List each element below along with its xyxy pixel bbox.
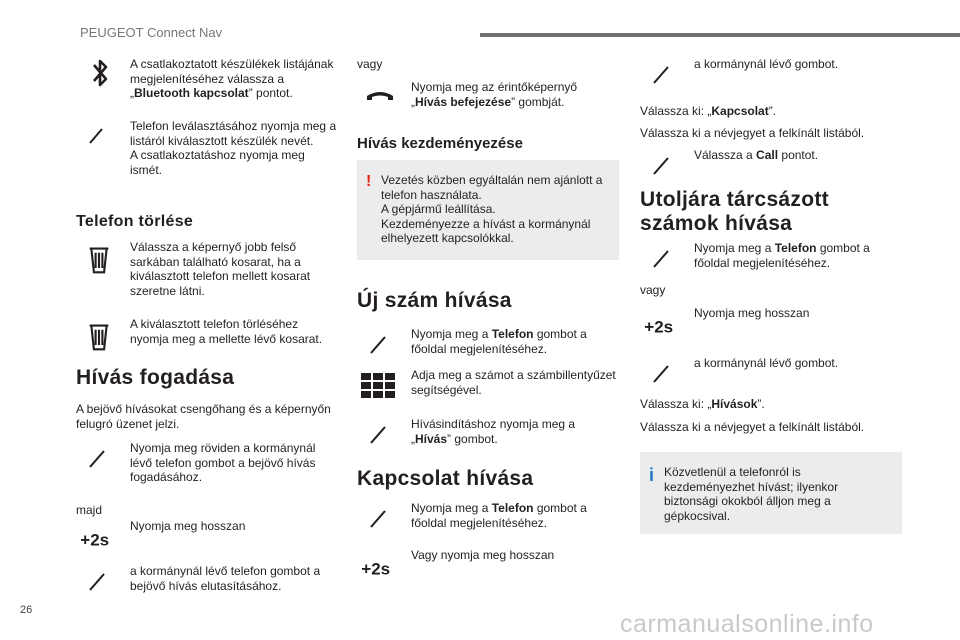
- steering-wheel-button-icon: [76, 564, 122, 598]
- warning-box: ! Vezetés közben egyáltalán nem ajánlott a telefon használata. A gépjármű leállítása. Kezdeményezze a hívást a kormánynál elhelyezett kapcsolókkal.: [357, 160, 619, 260]
- page-number: 26: [20, 604, 33, 616]
- delete-phone-heading: Telefon törlése: [76, 213, 194, 230]
- svg-text:+2s: +2s: [644, 317, 674, 337]
- touch-press-icon: [76, 119, 122, 153]
- header-bar: [480, 33, 960, 37]
- select-calls-label: Válassza ki: „Hívások”.: [640, 397, 765, 411]
- info-icon: i: [649, 465, 655, 485]
- call-contact-heading: Kapcsolat hívása: [357, 467, 534, 490]
- trash-icon: [76, 317, 122, 351]
- running-header: PEUGEOT Connect Nav: [80, 25, 223, 40]
- receive-call-heading: Hívás fogadása: [76, 366, 235, 389]
- last-dialled-heading: Utoljára tárcsázott számok hívása: [640, 188, 829, 235]
- then-text: majd: [76, 503, 103, 517]
- or-text: vagy: [640, 283, 666, 297]
- press-2s-icon: [357, 548, 403, 582]
- touch-press-icon: [357, 327, 403, 361]
- touch-press-icon: [640, 148, 686, 182]
- warning-icon: !: [366, 173, 372, 190]
- select-contact-text: Válassza ki a névjegyet a felkínált listából.: [640, 126, 865, 140]
- bluetooth-link-label: Bluetooth kapcsolat: [134, 86, 249, 100]
- make-call-heading: Hívás kezdeményezése: [357, 135, 523, 152]
- or-text: vagy: [357, 57, 383, 71]
- svg-text:+2s: +2s: [361, 559, 391, 579]
- watermark: carmanualsonline.info: [620, 610, 874, 638]
- touch-press-icon: [640, 241, 686, 275]
- keypad-icon: [357, 368, 403, 402]
- select-contact-text-2: Válassza ki a névjegyet a felkínált listából.: [640, 420, 865, 434]
- steering-wheel-button-icon: [640, 57, 686, 91]
- hang-up-icon: [357, 80, 403, 114]
- press-2s-icon: [640, 306, 686, 340]
- trash-icon: [76, 240, 122, 274]
- steering-wheel-button-icon: [640, 356, 686, 390]
- bluetooth-icon: [76, 57, 122, 91]
- steering-wheel-button-icon: [76, 441, 122, 475]
- receive-intro: A bejövő hívásokat csengőhang és a képernyőn felugró üzenet jelzi.: [76, 402, 331, 431]
- touch-press-icon: [357, 417, 403, 451]
- info-box: i Közvetlenül a telefonról is kezdeményezhet hívást; ilyenkor biztonsági okokból álljon meg a gépkocsival.: [640, 452, 902, 534]
- svg-text:+2s: +2s: [80, 530, 110, 550]
- new-number-heading: Új szám hívása: [357, 289, 512, 312]
- select-contact-label: Válassza ki: „Kapcsolat”.: [640, 104, 777, 118]
- touch-press-icon: [357, 501, 403, 535]
- press-2s-icon: [76, 519, 122, 553]
